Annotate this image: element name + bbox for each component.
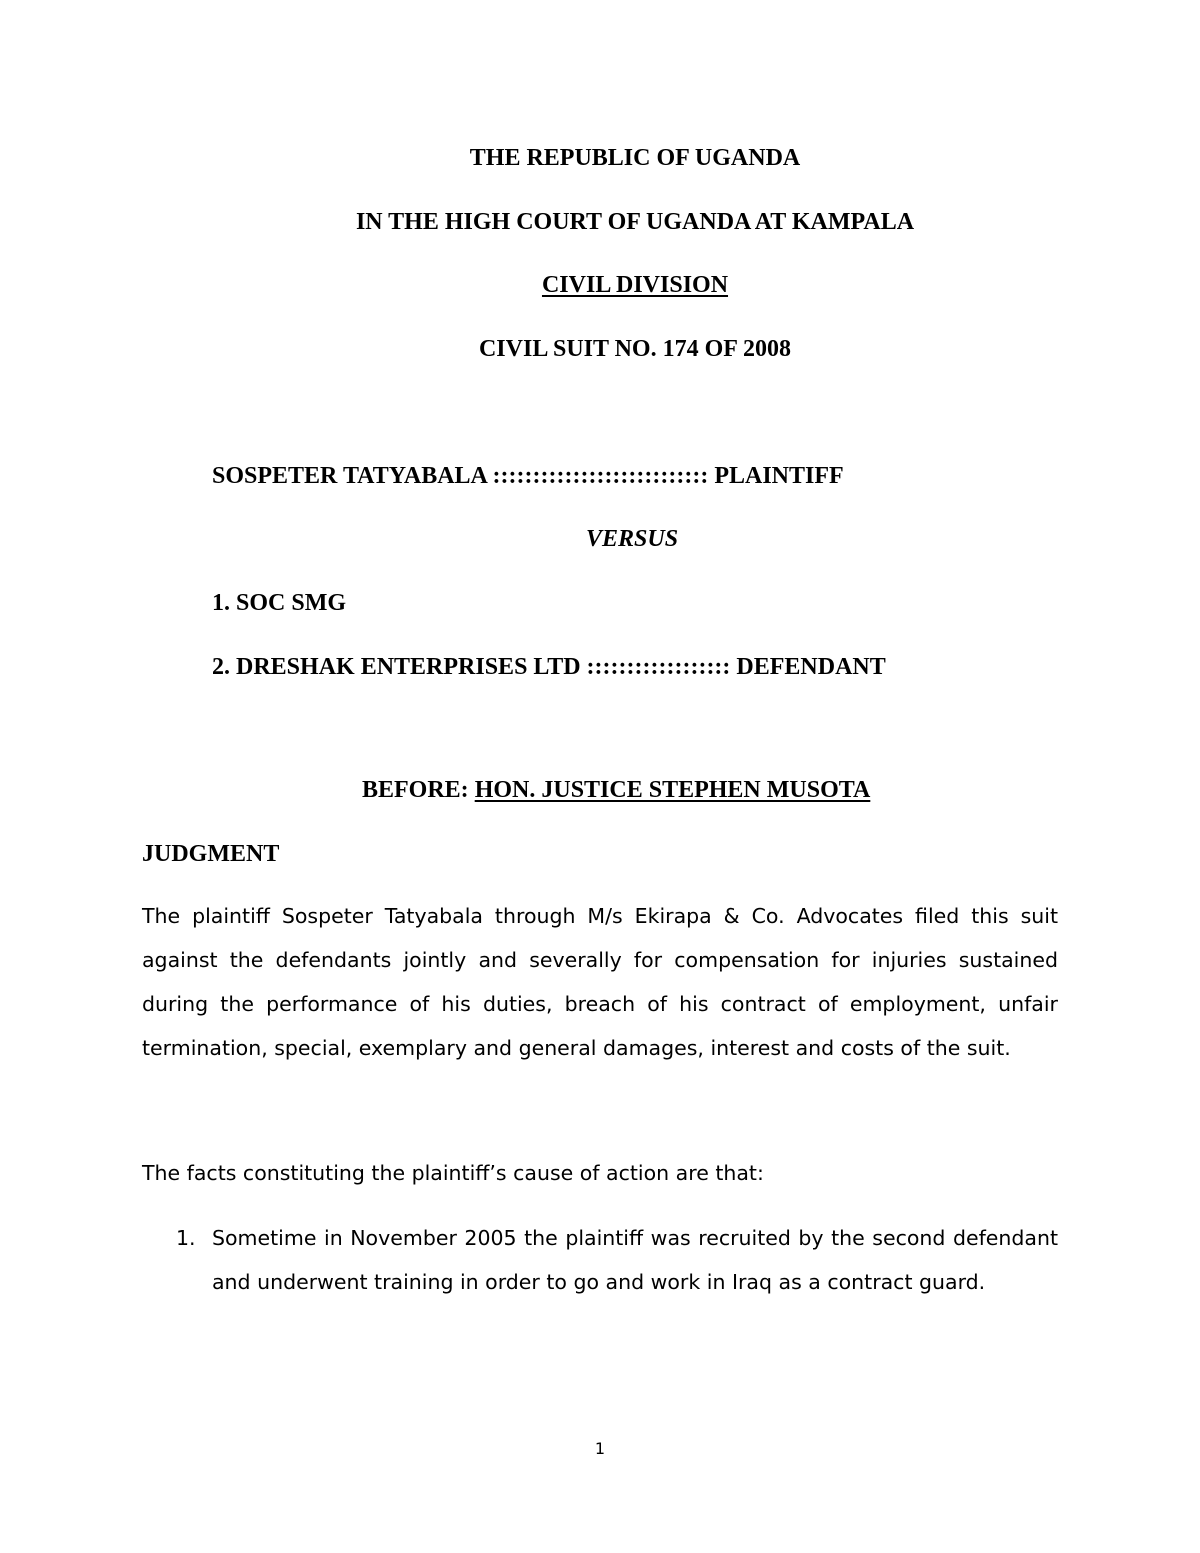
suit-number: CIVIL SUIT NO. 174 OF 2008 — [478, 336, 792, 362]
division-label: CIVIL DIVISION — [541, 272, 729, 298]
page-number: 1 — [594, 1439, 606, 1458]
list-item-text: Sometime in November 2005 the plaintiff was recruited by the second defendant and underwent training in order to go and work in Iraq as a contract guard. — [212, 1226, 1058, 1294]
plaintiff-line: SOSPETER TATYABALA ::::::::::::::::::::::::::: PLAINTIFF — [212, 463, 844, 489]
list-item-number: 1. — [176, 1226, 196, 1250]
before-label: BEFORE: — [362, 777, 475, 803]
division-title — [0, 273, 1200, 297]
list-item — [176, 1216, 1058, 1304]
court-title: IN THE HIGH COURT OF UGANDA AT KAMPALA — [355, 209, 915, 235]
facts-intro: The facts constituting the plaintiff’s cause of action are that: — [142, 1161, 764, 1185]
republic-title: THE REPUBLIC OF UGANDA — [469, 145, 801, 171]
defendant-1-line: 1. SOC SMG — [212, 590, 347, 616]
defendant-2-line: 2. DRESHAK ENTERPRISES LTD :::::::::::::::::: DEFENDANT — [212, 654, 886, 680]
versus-label: VERSUS — [586, 526, 679, 552]
judgment-paragraph-1: The plaintiff Sospeter Tatyabala through M/s Ekirapa & Co. Advocates filed this suit against the defendants jointly and severally for compensation for injuries sustained during the performance of his duties, breach of his contract of employment, unfair termination, special, exemplary and general damages, interest and costs of the suit. — [142, 904, 1058, 1060]
before-line — [362, 778, 870, 802]
judgment-heading: JUDGMENT — [142, 841, 280, 867]
judge-name: HON. JUSTICE STEPHEN MUSOTA — [474, 777, 871, 803]
